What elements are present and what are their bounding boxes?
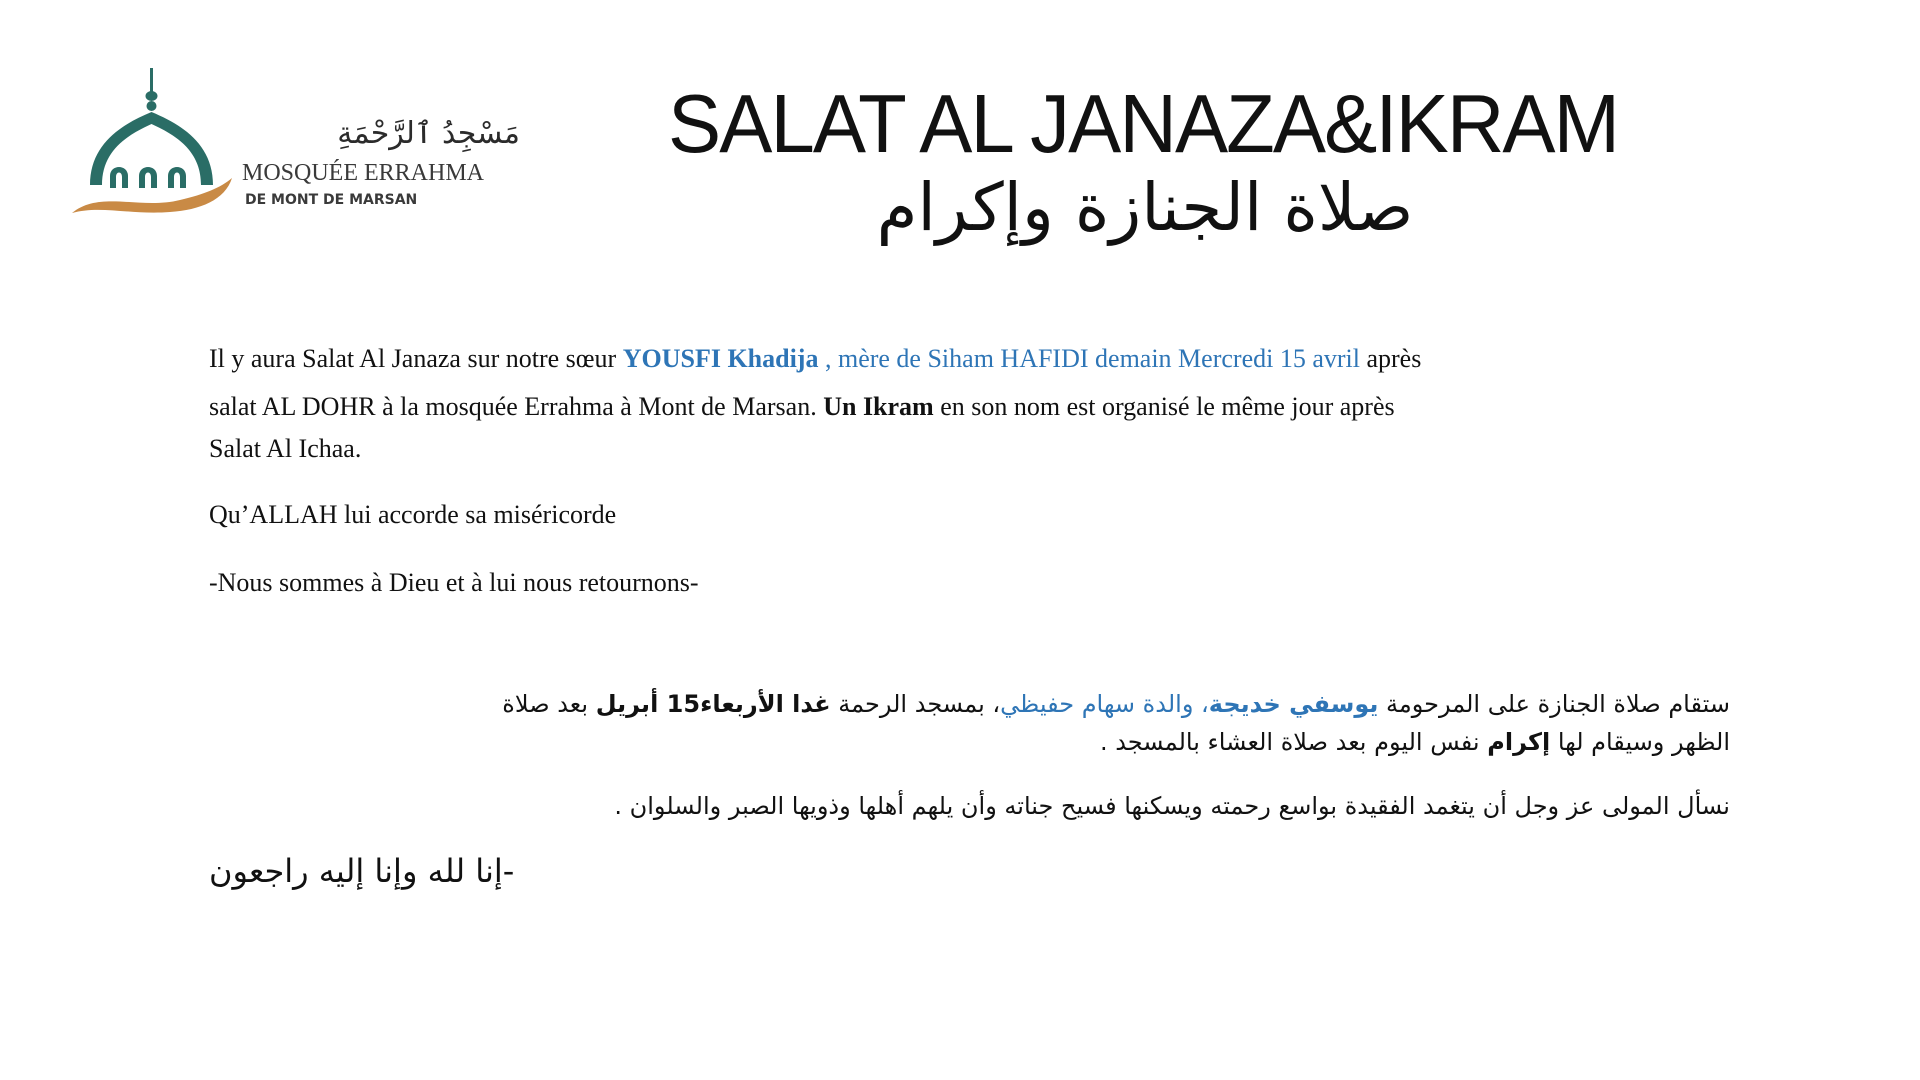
- relation-date: , mère de Siham HAFIDI demain Mercredi 15 avril: [818, 344, 1360, 373]
- title-french: SALAT AL JANAZA&IKRAM: [668, 77, 1619, 170]
- relation-arabic: ، والدة سهام حفيظي: [1000, 690, 1209, 718]
- mosque-logo: [60, 60, 520, 230]
- arabic-prayer: نسأل المولى عز وجل أن يتغمد الفقيدة بواسع رحمته ويسكنها فسيح جناته وأن يلهم أهلها وذويها الصبر والسلوان .: [614, 792, 1730, 820]
- logo-name: MOSQUÉE ERRAHMA: [242, 160, 485, 186]
- text: نفس اليوم بعد صلاة العشاء بالمسجد .: [1099, 728, 1488, 756]
- french-closing: -Nous sommes à Dieu et à lui nous retournons-: [209, 568, 699, 597]
- mosque-dome-icon: [60, 60, 260, 230]
- date-arabic: غدا الأربعاء15 أبريل: [595, 690, 831, 718]
- text: salat AL DOHR à la mosquée Errahma à Mont de Marsan.: [209, 392, 824, 421]
- title-arabic: صلاة الجنازة وإكرام: [876, 169, 1414, 246]
- logo-arabic-name: مَسْجِدُ ٱلرَّحْمَةِ: [337, 116, 520, 151]
- logo-subtitle: DE MONT DE MARSAN: [245, 192, 418, 208]
- french-line-3: Salat Al Ichaa.: [209, 434, 362, 463]
- french-line-2: [209, 392, 1729, 422]
- french-prayer: Qu’ALLAH lui accorde sa miséricorde: [209, 500, 617, 529]
- ikram-label: Un Ikram: [823, 392, 934, 421]
- text: Il y aura Salat Al Janaza sur notre sœur: [209, 344, 623, 373]
- text: ستقام صلاة الجنازة على المرحومة: [1378, 690, 1730, 718]
- deceased-name: YOUSFI Khadija: [622, 344, 819, 373]
- ikram-arabic: إكرام: [1487, 728, 1551, 756]
- text: après: [1359, 344, 1422, 373]
- french-line-1: [209, 344, 1729, 374]
- text: الظهر وسيقام لها: [1550, 728, 1730, 756]
- text: بعد صلاة: [502, 690, 596, 718]
- arabic-closing: -إنا لله وإنا إليه راجعون: [209, 852, 515, 890]
- arabic-line-2: [230, 728, 1730, 756]
- arabic-line-1: [230, 690, 1730, 718]
- text: en son nom est organisé le même jour après: [933, 392, 1395, 421]
- deceased-name-arabic: يوسفي خديجة: [1208, 690, 1379, 718]
- text: ، بمسجد الرحمة: [830, 690, 1001, 718]
